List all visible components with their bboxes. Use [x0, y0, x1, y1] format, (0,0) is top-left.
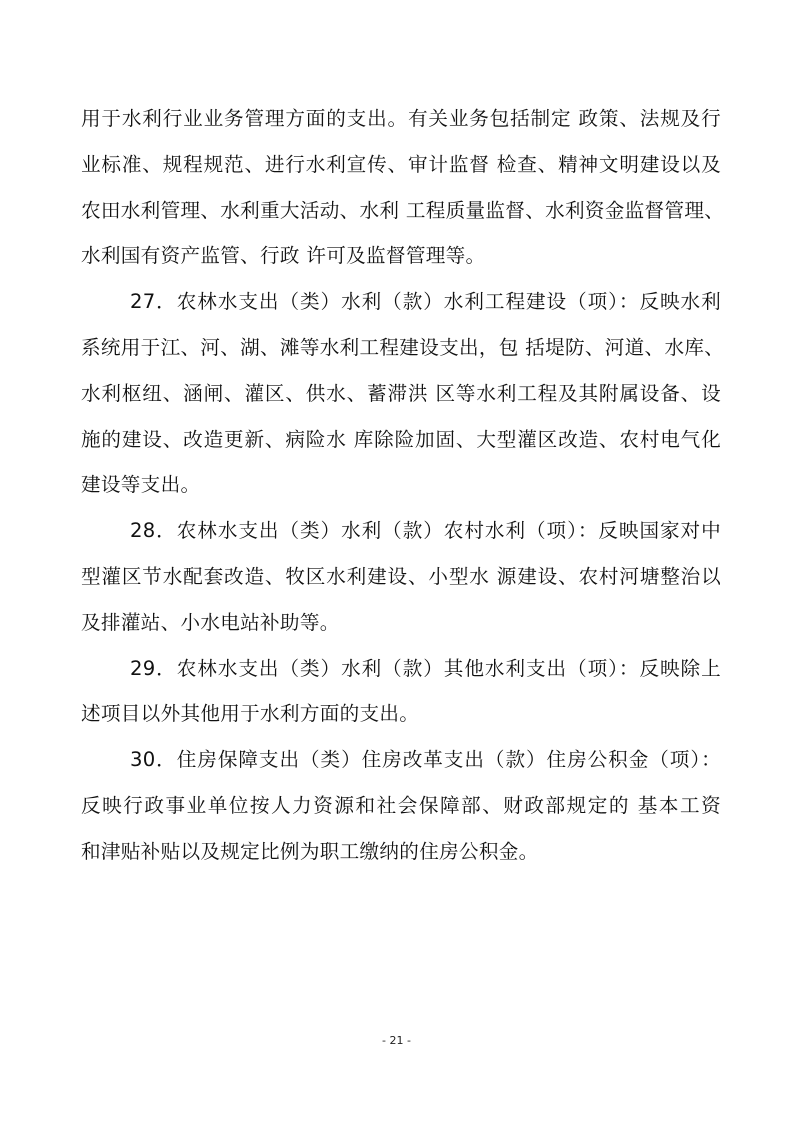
- text-line: 系统用于江、河、湖、滩等水利工程建设支出，包 括堤防、河道、水库、: [81, 335, 725, 359]
- text-line: 农田水利管理、水利重大活动、水利 工程质量监督、水利资金监督管理、: [81, 198, 725, 222]
- text-line: 和津贴补贴以及规定比例为职工缴纳的住房公积金。: [81, 839, 539, 863]
- page-number: - 21 -: [382, 1034, 411, 1047]
- text-line: 反映行政事业单位按人力资源和社会保障部、财政部规定的 基本工资: [81, 793, 721, 817]
- item-30-heading-line: 30．住房保障支出（类）住房改革支出（款）住房公积金（项）：: [130, 748, 721, 772]
- text-line: 建设等支出。: [81, 473, 201, 497]
- text-line: 及排灌站、小水电站补助等。: [81, 610, 340, 634]
- text-line: 水利国有资产监管、行政 许可及监督管理等。: [81, 244, 486, 268]
- text-line: 水利枢纽、涵闸、灌区、供水、蓄滞洪 区等水利工程及其附属设备、设: [81, 381, 721, 405]
- text-line: 型灌区节水配套改造、牧区水利建设、小型水 源建设、农村河塘整治以: [81, 564, 721, 588]
- text-line: 业标准、规程规范、进行水利宣传、审计监督 检查、精神文明建设以及: [81, 152, 721, 176]
- text-line: 用于水利行业业务管理方面的支出。有关业务包括制定 政策、法规及行: [81, 107, 721, 130]
- text-line: 述项目以外其他用于水利方面的支出。: [81, 702, 420, 726]
- item-27-heading-line: 27．农林水支出（类）水利（款）水利工程建设（项）：反映水利: [130, 290, 721, 314]
- item-29-heading-line: 29．农林水支出（类）水利（款）其他水利支出（项）：反映除上: [130, 656, 721, 680]
- text-line: 施的建设、改造更新、病险水 库除险加固、大型灌区改造、农村电气化: [81, 427, 721, 451]
- item-28-heading-line: 28．农林水支出（类）水利（款）农村水利（项）：反映国家对中: [130, 519, 721, 543]
- body-text: [81, 96, 725, 875]
